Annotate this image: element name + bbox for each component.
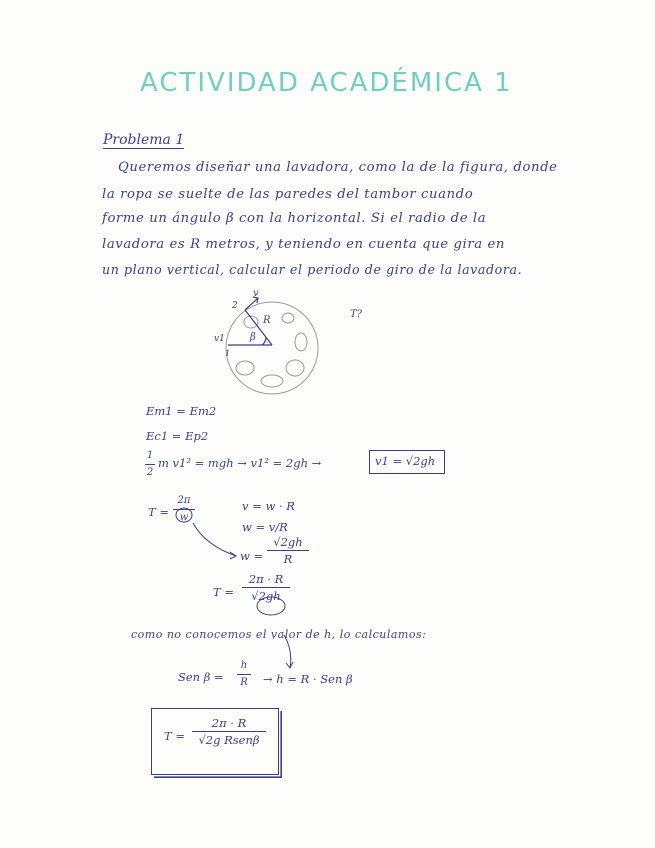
arrow-curve bbox=[193, 523, 236, 556]
fig-label-beta: β bbox=[250, 332, 256, 343]
period-lhs: T = bbox=[148, 505, 169, 519]
fig-label-v: v bbox=[253, 288, 259, 299]
fig-label-v1: v1 bbox=[214, 334, 225, 344]
angle-arc bbox=[262, 337, 266, 345]
note-line: como no conocemos el valor de h, lo calculamos: bbox=[131, 628, 427, 641]
statement-line: forme un ángulo β con la horizontal. Si el radio de la bbox=[102, 211, 487, 226]
relation-3-fraction: √2gh R bbox=[267, 535, 309, 566]
relation-2: w = v/R bbox=[242, 520, 288, 534]
arrow-head bbox=[230, 552, 236, 559]
final-lhs: T = bbox=[164, 729, 185, 743]
sine-lhs: Sen β = bbox=[178, 670, 224, 684]
sine-rest: → h = R · Sen β bbox=[263, 672, 353, 686]
velocity-vector bbox=[245, 298, 258, 310]
relation-1: v = w · R bbox=[242, 499, 295, 513]
page-title: ACTIVIDAD ACADÉMICA 1 bbox=[140, 68, 513, 98]
period-fraction: 2π w bbox=[173, 494, 195, 525]
drum-hole bbox=[261, 375, 283, 387]
fig-label-1: 1 bbox=[225, 349, 231, 358]
final-fraction: 2π · R √2g Rsenβ bbox=[192, 716, 266, 747]
drum-hole bbox=[236, 361, 254, 375]
energy-eq-2: Ec1 = Ep2 bbox=[146, 429, 209, 443]
sine-fraction: h R bbox=[237, 659, 251, 690]
fig-label-2: 2 bbox=[232, 301, 238, 311]
drum-hole bbox=[286, 360, 304, 376]
drum-hole bbox=[295, 333, 307, 351]
period2-fraction: 2π · R √2gh bbox=[242, 572, 290, 603]
arrow-head bbox=[286, 662, 293, 668]
energy-eq-3: m v1² = mgh → v1² = 2gh → bbox=[158, 456, 322, 470]
drum-hole bbox=[282, 313, 294, 323]
energy-eq-3-fraction: 1 2 bbox=[146, 450, 154, 478]
statement-line: Queremos diseñar una lavadora, como la de la figura, donde bbox=[118, 160, 558, 175]
statement-line: lavadora es R metros, y teniendo en cuenta que gira en bbox=[102, 237, 506, 252]
fig-label-R: R bbox=[263, 315, 271, 326]
problem-label: Problema 1 bbox=[103, 132, 185, 148]
relation-3-lhs: w = bbox=[240, 549, 264, 563]
drum-circle bbox=[226, 302, 318, 394]
statement-line: la ropa se suelte de las paredes del tambor cuando bbox=[102, 187, 474, 202]
energy-eq-3-result: v1 = √2gh bbox=[375, 454, 436, 468]
statement-line: un plano vertical, calcular el periodo de giro de la lavadora. bbox=[102, 262, 523, 277]
energy-eq-1: Em1 = Em2 bbox=[146, 404, 217, 418]
fig-question: T? bbox=[350, 309, 363, 320]
period2-lhs: T = bbox=[213, 585, 234, 599]
